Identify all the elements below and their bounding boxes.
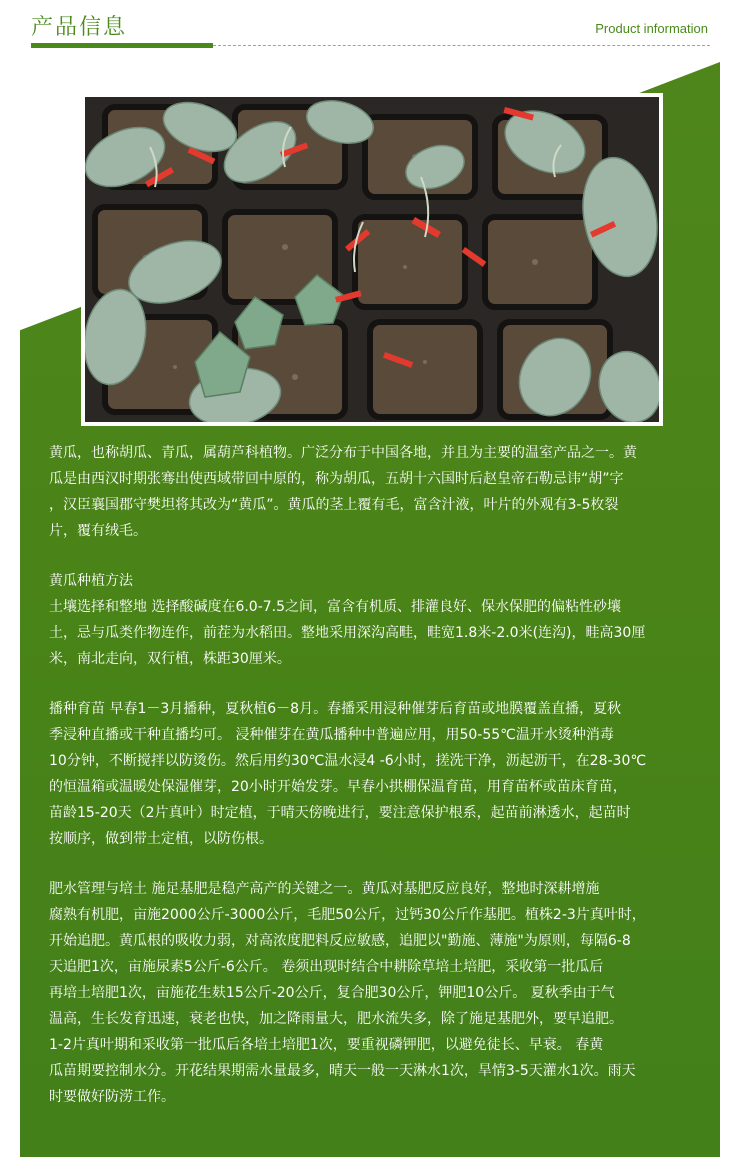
- section-header: [0, 0, 740, 62]
- method-heading: 黄瓜种植方法: [49, 573, 133, 589]
- text-line: ，汉臣襄国郡守樊坦将其改为“黄瓜”。黄瓜的茎上覆有毛，富含汁液，叶片的外观有3-5枚裂: [49, 497, 619, 513]
- text-line: 开始追肥。黄瓜根的吸收力弱，对高浓度肥料反应敏感，追肥以"勤施、薄施"为原则，每隔6-8: [49, 933, 631, 949]
- planting-method-section: [49, 568, 719, 672]
- text-line: 瓜是由西汉时期张骞出使西域带回中原的，称为胡瓜，五胡十六国时后赵皇帝石勒忌讳“胡”字: [49, 471, 624, 487]
- sowing-section: [49, 696, 719, 852]
- text-line: 苗龄15-20天（2片真叶）时定植，于晴天傍晚进行，要注意保护根系，起苗前淋透水，起苗时: [49, 805, 631, 821]
- text-line: 按顺序，做到带土定植，以防伤根。: [49, 831, 273, 847]
- text-line: 温高，生长发育迅速，衰老也快，加之降雨量大，肥水流失多，除了施足基肥外，要早追肥。: [49, 1011, 623, 1027]
- fertilizer-section: [49, 876, 719, 1110]
- text-line: 肥水管理与培土 施足基肥是稳产高产的关键之一。黄瓜对基肥反应良好，整地时深耕增施: [49, 881, 600, 897]
- text-line: 播种育苗 早春1－3月播种，夏秋植6－8月。春播采用浸种催芽后育苗或地膜覆盖直播，夏秋: [49, 701, 622, 717]
- cucumber-seedlings-photo: [85, 97, 659, 422]
- text-line: 10分钟，不断搅拌以防烫伤。然后用约30℃温水浸4 -6小时，搓洗干净，沥起沥干，在28-30℃: [49, 753, 647, 769]
- text-line: 土壤选择和整地 选择酸碱度在6.0-7.5之间，富含有机质、排灌良好、保水保肥的偏粘性砂壤: [49, 599, 622, 615]
- text-line: 米，南北走向，双行植，株距30厘米。: [49, 651, 291, 667]
- section-subtitle: Product information: [595, 21, 708, 36]
- text-line: 季浸种直播或干种直播均可。 浸种催芽在黄瓜播种中普遍应用，用50-55℃温开水烫种消毒: [49, 727, 614, 743]
- text-line: 瓜苗期要控制水分。开花结果期需水量最多，晴天一般一天淋水1次，旱情3-5天灌水1次。雨天: [49, 1063, 636, 1079]
- product-photo-frame: [81, 93, 663, 426]
- title-underline-bar: [31, 43, 213, 48]
- text-line: 腐熟有机肥，亩施2000公斤-3000公斤，毛肥50公斤，过钙30公斤作基肥。植株2-3片真叶时，: [49, 907, 646, 923]
- title-dashed-divider: [213, 45, 710, 46]
- text-line: 1-2片真叶期和采收第一批瓜后各培土培肥1次，要重视磷钾肥，以避免徒长、早衰。 春黄: [49, 1037, 604, 1053]
- product-description: [49, 440, 719, 1130]
- text-line: 时要做好防涝工作。: [49, 1089, 175, 1105]
- text-line: 黄瓜，也称胡瓜、青瓜，属葫芦科植物。广泛分布于中国各地，并且为主要的温室产品之一。黄: [49, 445, 637, 461]
- text-line: 再培土培肥1次，亩施花生麸15公斤-20公斤，复合肥30公斤，钾肥10公斤。 夏秋季由于气: [49, 985, 615, 1001]
- text-line: 天追肥1次，亩施尿素5公斤-6公斤。 卷须出现时结合中耕除草培土培肥，采收第一批瓜后: [49, 959, 604, 975]
- seedling-tray-illustration: [85, 97, 659, 422]
- text-line: 的恒温箱或温暖处保湿催芽，20小时开始发芽。早春小拱棚保温育苗，用育苗杯或苗床育苗，: [49, 779, 627, 795]
- text-line: 片，覆有绒毛。: [49, 523, 147, 539]
- text-line: 土，忌与瓜类作物连作，前茬为水稻田。整地采用深沟高畦，畦宽1.8米-2.0米(连沟)，畦高30厘: [49, 625, 646, 641]
- section-title: 产品信息: [31, 15, 128, 40]
- intro-paragraph: [49, 440, 719, 544]
